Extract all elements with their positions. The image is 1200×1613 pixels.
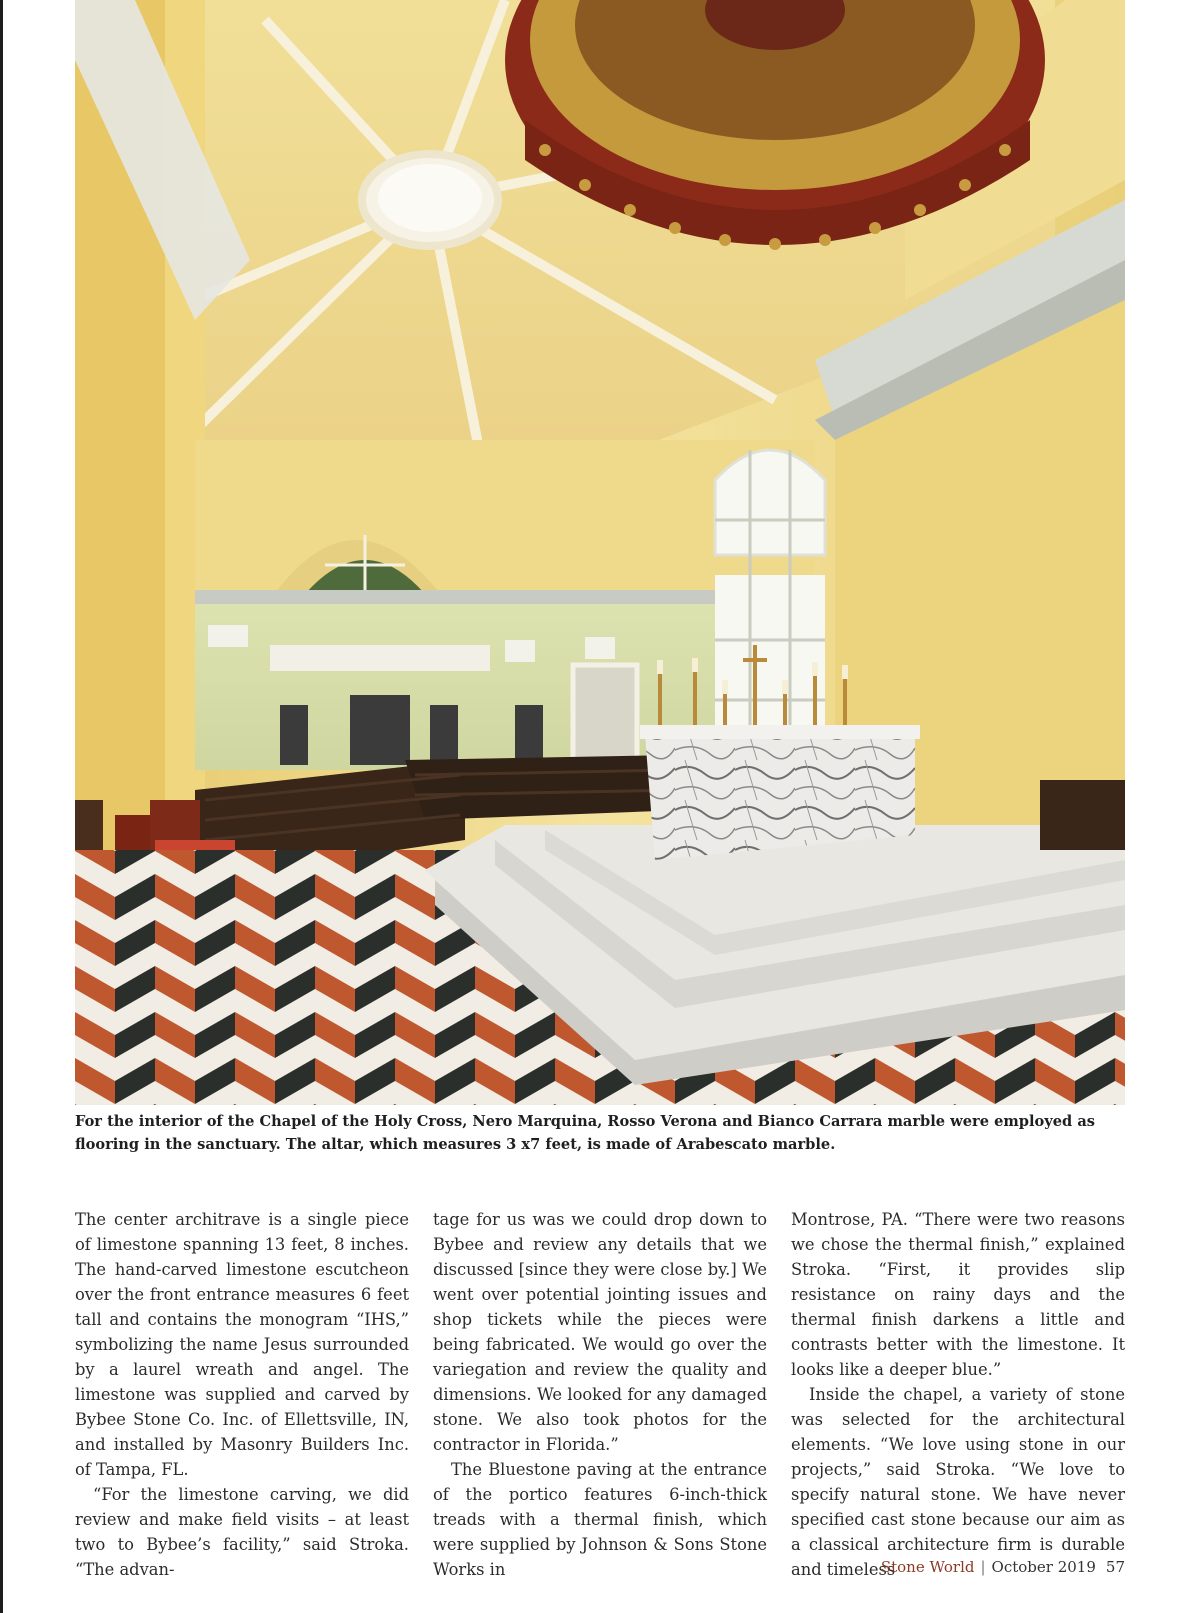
magazine-name: Stone World: [880, 1558, 975, 1576]
footer-separator: |: [980, 1558, 986, 1576]
chapel-photo: [75, 0, 1125, 1105]
article-column-1: [75, 1207, 409, 1582]
paragraph: “For the limestone carving, we did review and make field visits – at least two to Bybee’s facility,” said Stroka. “The advan-: [75, 1485, 409, 1579]
paragraph: Inside the chapel, a variety of stone was selected for the architectural elements. “We love using stone in our projects,” said Stroka. “We love to specify natural stone. We have never specified cast stone because our aim as a classical architecture firm is durable and timeless: [791, 1385, 1125, 1579]
paragraph: The center architrave is a single piece of limestone spanning 13 feet, 8 inches. The hand-carved limestone escutcheon over the front entrance measures 6 feet tall and contains the monogram “IHS,” symbolizing the name Jesus surrounded by a laurel wreath and angel. The limestone was supplied and carved by Bybee Stone Co. Inc. of Ellettsville, IN, and installed by Masonry Builders Inc. of Tampa, FL.: [75, 1210, 409, 1479]
page-edge: [0, 0, 3, 1613]
paragraph: tage for us was we could drop down to Bybee and review any details that we discussed [since they were close by.] We went over potential jointing issues and shop tickets while the pieces were being fabricated. We would go over the variegation and review the quality and dimensions. We looked for any damaged stone. We also took photos for the contractor in Florida.”: [433, 1210, 767, 1454]
issue-date: October 2019: [991, 1558, 1096, 1576]
paragraph: The Bluestone paving at the entrance of the portico features 6-inch-thick treads with a thermal finish, which were supplied by Johnson & Sons Stone Works in: [433, 1460, 767, 1579]
page-number: 57: [1105, 1558, 1125, 1576]
article-column-2: [433, 1207, 767, 1582]
page-footer: [881, 1558, 1125, 1576]
paragraph: Montrose, PA. “There were two reasons we chose the thermal finish,” explained Stroka. “First, it provides slip resistance on rainy days and the thermal finish darkens a little and contrasts better with the limestone. It looks like a deeper blue.”: [791, 1210, 1125, 1379]
photo-caption: For the interior of the Chapel of the Holy Cross, Nero Marquina, Rosso Verona and Bianco Carrara marble were employed as flooring in the sanctuary. The altar, which measures 3 x7 feet, is made of Arabescato marble.: [75, 1113, 1095, 1153]
article-column-3: [791, 1207, 1125, 1582]
article-body: [75, 1207, 1125, 1582]
